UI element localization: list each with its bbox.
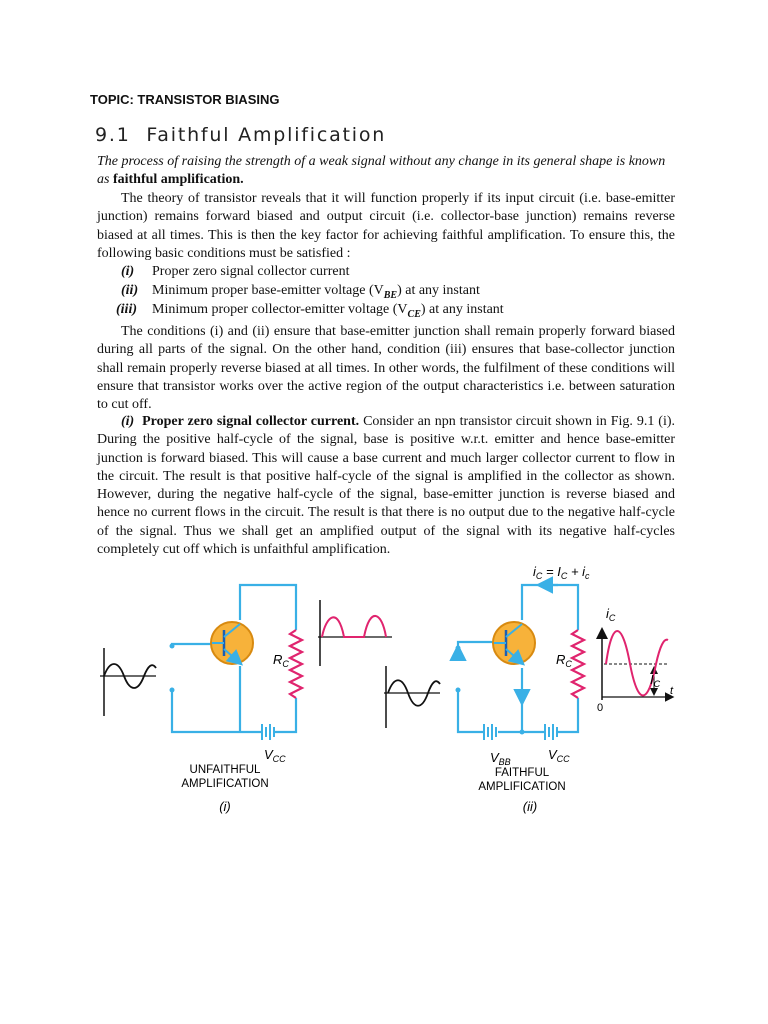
right-label-line-2: AMPLIFICATION xyxy=(478,781,566,793)
condition-text: Minimum proper collector-emitter voltage (V xyxy=(152,302,408,317)
graph-ic-label: $i_C$ xyxy=(606,606,616,623)
middle-input-sine xyxy=(384,666,440,728)
right-vbb-label: $V_{BB}$ xyxy=(490,750,511,767)
condition-number: (ii) xyxy=(121,283,139,298)
right-label-line-1: FAITHFUL xyxy=(494,767,550,779)
definition-text: The process of raising the strength of a weak signal without any change in its general shape is known as xyxy=(97,154,666,188)
condition-number: (iii) xyxy=(116,302,137,317)
definition-term: faithful amplification. xyxy=(112,172,244,188)
right-current-equation: $i_C = I_C + i_c$ xyxy=(533,564,590,581)
right-caption: (ii) xyxy=(522,799,538,814)
right-collector-resistor xyxy=(572,630,584,698)
left-input-sine xyxy=(100,648,156,716)
condition-text-after: ) at any instant xyxy=(397,283,480,298)
right-battery-vbb xyxy=(484,724,496,740)
left-collector-resistor xyxy=(290,630,302,698)
graph-zero-label: 0 xyxy=(597,702,604,714)
paragraph-3-text: Consider an npn transistor circuit shown in Fig. 9.1 (i). During the positive half-cycle of the signal, base is positive w.r.t. emitter and hence base-emitter junction is forward biased. This will cause a base current and much larger collector current to flow in the circuit. The result is that positive half-cycle of the signal is amplified in the collector as shown. However, during the negative half-cycle of the signal, base-emitter junction is reverse biased and hence no current flows in the circuit. The result is that there is no output due to the negative half-cycle of the signal. Thus we shall get an amplified output of the signal with its negative half-cycles completely cut off which is unfaithful amplification. xyxy=(97,414,676,558)
right-input-terminal xyxy=(456,646,461,651)
section-title: Faithful Amplification xyxy=(146,124,387,146)
paragraph-3-lead: Proper zero signal collector current. xyxy=(142,414,360,429)
left-caption: (i) xyxy=(219,799,231,814)
left-battery-vcc xyxy=(262,724,274,740)
condition-subscript: CE xyxy=(407,308,421,320)
paragraph-1: The theory of transistor reveals that it will function properly if its input circuit (i.e. base-emitter junction) remains forward biased and output circuit (i.e. collector-base junction) remains reverse biased at all times. This is then the key factor for achieving faithful amplification. To ensure this, the following basic conditions must be satisfied : xyxy=(97,191,675,261)
paragraph-2: The conditions (i) and (ii) ensure that base-emitter junction shall remain properly forward biased during all parts of the signal. On the other hand, condition (iii) ensures that base-collector junction shall remain properly reverse biased at all times. In other words, the fulfilment of these conditions will ensure that transistor works over the active region of the output characteristics i.e. between saturation to cut off. xyxy=(97,324,675,413)
condition-text: Proper zero signal collector current xyxy=(152,264,350,279)
left-vcc-label: $V_{CC}$ xyxy=(264,747,286,764)
graph-t-label: t xyxy=(670,685,674,697)
right-rc-label: $R_C$ xyxy=(556,652,572,669)
graph-IC-label: $I_C$ xyxy=(650,672,661,689)
left-output-halfwave xyxy=(318,600,392,666)
output-current-graph xyxy=(597,606,674,714)
right-circuit xyxy=(456,564,591,814)
left-label-line-2: AMPLIFICATION xyxy=(181,778,269,790)
condition-subscript: BE xyxy=(383,289,398,301)
paragraph-3-number: (i) xyxy=(121,414,135,429)
left-circuit xyxy=(100,585,392,814)
left-input-terminal xyxy=(170,688,175,693)
left-transistor xyxy=(211,622,253,664)
right-transistor xyxy=(493,622,535,664)
condition-text-after: ) at any instant xyxy=(420,302,504,317)
condition-number: (i) xyxy=(121,264,135,279)
right-input-terminal xyxy=(456,688,461,693)
left-input-terminal xyxy=(170,644,175,649)
section-number: 9.1 xyxy=(95,124,131,146)
left-label-line-1: UNFAITHFUL xyxy=(189,764,261,776)
right-vcc-label: $V_{CC}$ xyxy=(548,747,570,764)
right-junction-dot xyxy=(520,730,525,735)
right-battery-vcc xyxy=(545,724,557,740)
condition-text: Minimum proper base-emitter voltage (V xyxy=(152,283,384,298)
topic-heading: TOPIC: TRANSISTOR BIASING xyxy=(90,92,280,107)
left-rc-label: $R_C$ xyxy=(273,652,289,669)
